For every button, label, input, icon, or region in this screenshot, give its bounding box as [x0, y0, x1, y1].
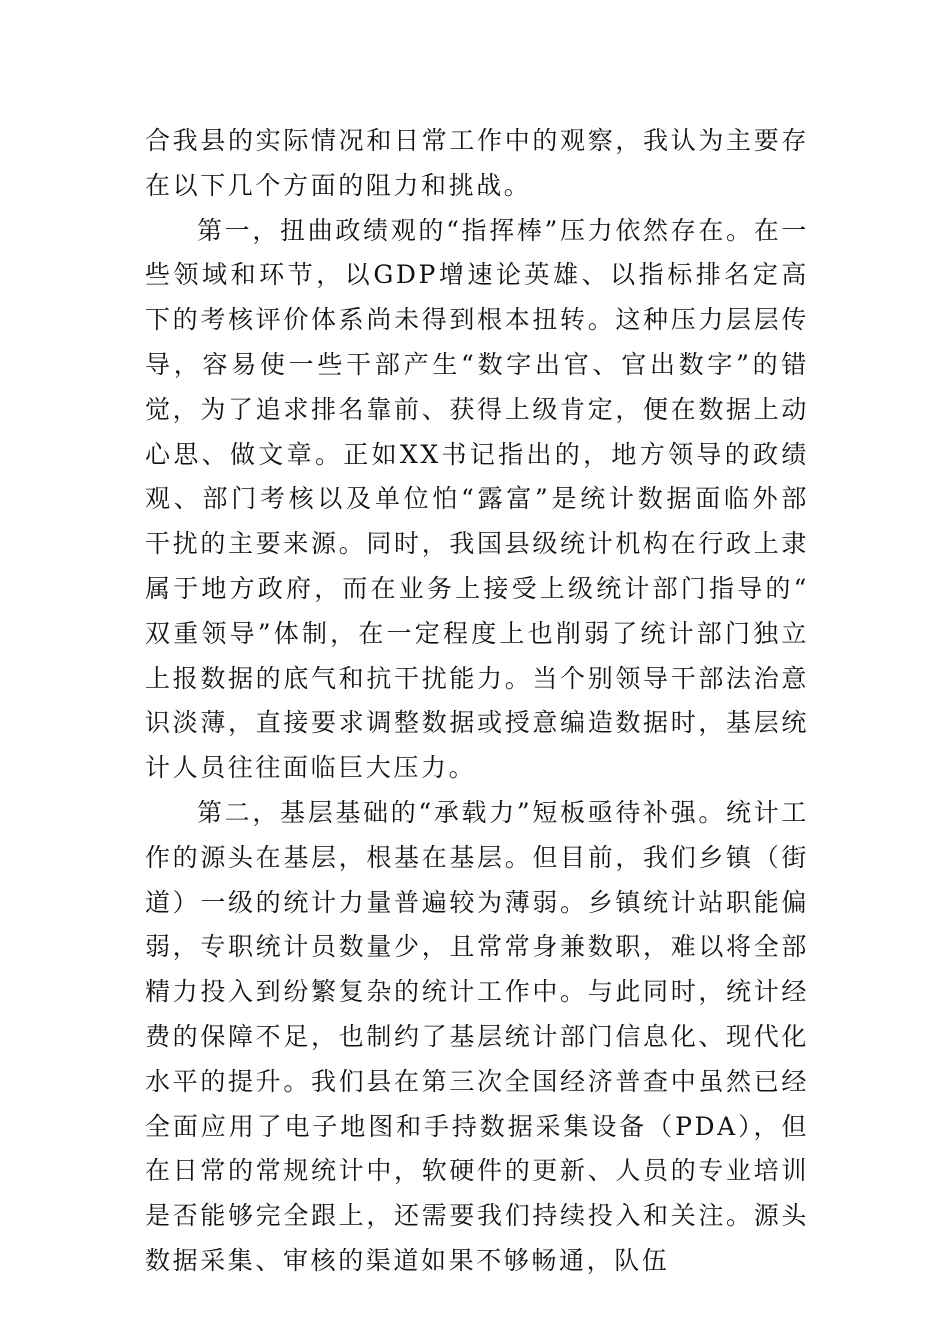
document-body: [145, 119, 809, 1284]
paragraph-intro-continuation: 合我县的实际情况和日常工作中的观察，我认为主要存在以下几个方面的阻力和挑战。: [145, 126, 809, 200]
paragraph-second-point: 第二，基层基础的“承载力”短板亟待补强。统计工作的源头在基层，根基在基层。但目前，我们乡镇（街道）一级的统计力量普遍较为薄弱。乡镇统计站职能偏弱，专职统计员数量少，且常常身兼数职，难以将全部精力投入到纷繁复杂的统计工作中。与此同时，统计经费的保障不足，也制约了基层统计部门信息化、现代化水平的提升。我们县在第三次全国经济普查中虽然已经全面应用了电子地图和手持数据采集设备（PDA），但在日常的常规统计中，软硬件的更新、人员的专业培训是否能够完全跟上，还需要我们持续投入和关注。源头数据采集、审核的渠道如果不够畅通，队伍: [145, 797, 809, 1275]
paragraph-first-point: 第一，扭曲政绩观的“指挥棒”压力依然存在。在一些领域和环节，以GDP增速论英雄、以指标排名定高下的考核评价体系尚未得到根本扭转。这种压力层层传导，容易使一些干部产生“数字出官、官出数字”的错觉，为了追求排名靠前、获得上级肯定，便在数据上动心思、做文章。正如XX书记指出的，地方领导的政绩观、部门考核以及单位怕“露富”是统计数据面临外部干扰的主要来源。同时，我国县级统计机构在行政上隶属于地方政府，而在业务上接受上级统计部门指导的“双重领导”体制，在一定程度上也削弱了统计部门独立上报数据的底气和抗干扰能力。当个别领导干部法治意识淡薄，直接要求调整数据或授意编造数据时，基层统计人员往往面临巨大压力。: [145, 215, 809, 783]
